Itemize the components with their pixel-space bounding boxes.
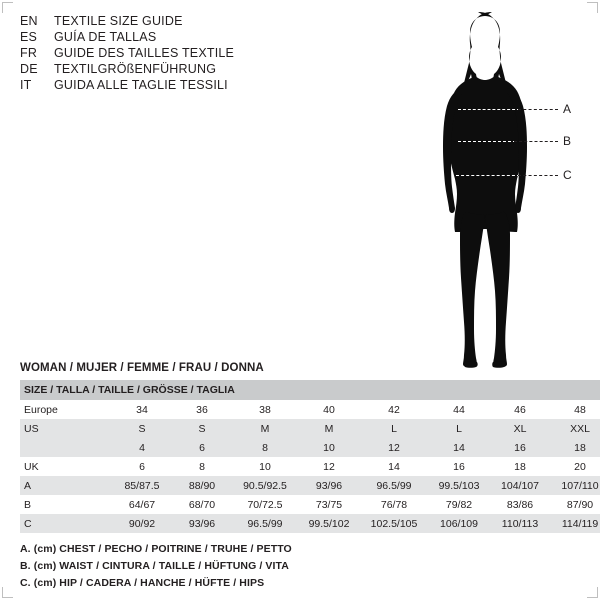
cell: 90.5/92.5 xyxy=(232,476,298,495)
note-c: C. (cm) HIP / CADERA / HANCHE / HÜFTE / HIPS xyxy=(20,577,265,589)
row-label-us: US xyxy=(20,419,112,438)
cell: 114/119 xyxy=(550,514,600,533)
language-code-es: ES xyxy=(20,30,38,44)
language-row-de xyxy=(20,62,320,76)
cell: 8 xyxy=(172,457,232,476)
figure-diagram xyxy=(400,10,590,370)
female-silhouette-icon xyxy=(420,10,550,370)
cell: 4 xyxy=(112,438,172,457)
cell: 90/92 xyxy=(112,514,172,533)
language-code-en: EN xyxy=(20,14,38,28)
cell: 99.5/102 xyxy=(298,514,360,533)
cell: M xyxy=(298,419,360,438)
language-title-de: TEXTILGRÖßENFÜHRUNG xyxy=(54,62,217,76)
cell: 107/110 xyxy=(550,476,600,495)
table-row xyxy=(20,495,600,514)
cell: M xyxy=(232,419,298,438)
cell: XL xyxy=(490,419,550,438)
language-code-fr: FR xyxy=(20,46,38,60)
cell: 12 xyxy=(298,457,360,476)
measure-label-a: A xyxy=(563,102,572,116)
cell: 110/113 xyxy=(490,514,550,533)
row-label-b: B xyxy=(20,495,112,514)
table-row xyxy=(20,438,600,457)
cell: S xyxy=(172,419,232,438)
row-label-c: C xyxy=(20,514,112,533)
cell: 10 xyxy=(232,457,298,476)
cell: 70/72.5 xyxy=(232,495,298,514)
cell: 102.5/105 xyxy=(360,514,428,533)
cell: 85/87.5 xyxy=(112,476,172,495)
cell: 83/86 xyxy=(490,495,550,514)
cell: 10 xyxy=(298,438,360,457)
row-label-europe: Europe xyxy=(20,400,112,419)
cell: 44 xyxy=(428,400,490,419)
table-row xyxy=(20,400,600,419)
cell: 73/75 xyxy=(298,495,360,514)
cell: 79/82 xyxy=(428,495,490,514)
cell: 104/107 xyxy=(490,476,550,495)
cell: 16 xyxy=(428,457,490,476)
cell: L xyxy=(428,419,490,438)
language-row-es xyxy=(20,30,320,44)
cell: S xyxy=(112,419,172,438)
language-title-es: GUÍA DE TALLAS xyxy=(54,30,157,44)
cell: 20 xyxy=(550,457,600,476)
cell: 18 xyxy=(490,457,550,476)
table-row xyxy=(20,457,600,476)
cell: 96.5/99 xyxy=(360,476,428,495)
measure-line-b-body xyxy=(458,141,516,142)
language-row-fr xyxy=(20,46,320,60)
cell: 12 xyxy=(360,438,428,457)
cell: 18 xyxy=(550,438,600,457)
cell: 46 xyxy=(490,400,550,419)
language-row-it xyxy=(20,78,320,92)
language-title-en: TEXTILE SIZE GUIDE xyxy=(54,14,183,28)
row-label-us-numeric xyxy=(20,438,112,457)
cell: 40 xyxy=(298,400,360,419)
measure-line-b-leader xyxy=(514,141,558,142)
cell: 76/78 xyxy=(360,495,428,514)
note-a: A. (cm) CHEST / PECHO / POITRINE / TRUHE / PETTO xyxy=(20,543,292,555)
cell: 88/90 xyxy=(172,476,232,495)
measure-line-c-leader xyxy=(518,175,558,176)
row-label-a: A xyxy=(20,476,112,495)
cell: 14 xyxy=(360,457,428,476)
cell: 16 xyxy=(490,438,550,457)
cell: 36 xyxy=(172,400,232,419)
cell: 8 xyxy=(232,438,298,457)
corner-mark-bottom-right xyxy=(587,587,598,598)
table-row xyxy=(20,419,600,438)
cell: 48 xyxy=(550,400,600,419)
cell: 6 xyxy=(172,438,232,457)
cell: 99.5/103 xyxy=(428,476,490,495)
cell: 38 xyxy=(232,400,298,419)
cell: L xyxy=(360,419,428,438)
measurement-notes xyxy=(20,543,580,594)
note-b: B. (cm) WAIST / CINTURA / TAILLE / HÜFTUNG / VITA xyxy=(20,560,289,572)
cell: 34 xyxy=(112,400,172,419)
cell: 106/109 xyxy=(428,514,490,533)
row-label-uk: UK xyxy=(20,457,112,476)
measure-line-a-body xyxy=(458,109,520,110)
language-code-de: DE xyxy=(20,62,38,76)
language-code-it: IT xyxy=(20,78,32,92)
cell: 93/96 xyxy=(298,476,360,495)
language-title-block xyxy=(20,14,320,94)
section-title: WOMAN / MUJER / FEMME / FRAU / DONNA xyxy=(20,362,264,374)
corner-mark-top-left xyxy=(2,2,13,13)
table-row xyxy=(20,514,600,533)
table-header-row xyxy=(20,380,600,400)
cell: 96.5/99 xyxy=(232,514,298,533)
measure-line-a-leader xyxy=(518,109,558,110)
cell: 87/90 xyxy=(550,495,600,514)
measure-label-b: B xyxy=(563,134,572,148)
table-row xyxy=(20,476,600,495)
language-title-it: GUIDA ALLE TAGLIE TESSILI xyxy=(54,78,228,92)
measure-line-c-body xyxy=(456,175,520,176)
language-title-fr: GUIDE DES TAILLES TEXTILE xyxy=(54,46,235,60)
cell: 6 xyxy=(112,457,172,476)
measure-label-c: C xyxy=(563,168,572,182)
cell: 42 xyxy=(360,400,428,419)
cell: XXL xyxy=(550,419,600,438)
cell: 68/70 xyxy=(172,495,232,514)
cell: 64/67 xyxy=(112,495,172,514)
table-header-label: SIZE / TALLA / TAILLE / GRÖSSE / TAGLIA xyxy=(20,380,600,400)
size-table-wrapper xyxy=(20,380,599,533)
corner-mark-bottom-left xyxy=(2,587,13,598)
size-table xyxy=(20,380,600,533)
cell: 14 xyxy=(428,438,490,457)
cell: 93/96 xyxy=(172,514,232,533)
language-row-en xyxy=(20,14,320,28)
